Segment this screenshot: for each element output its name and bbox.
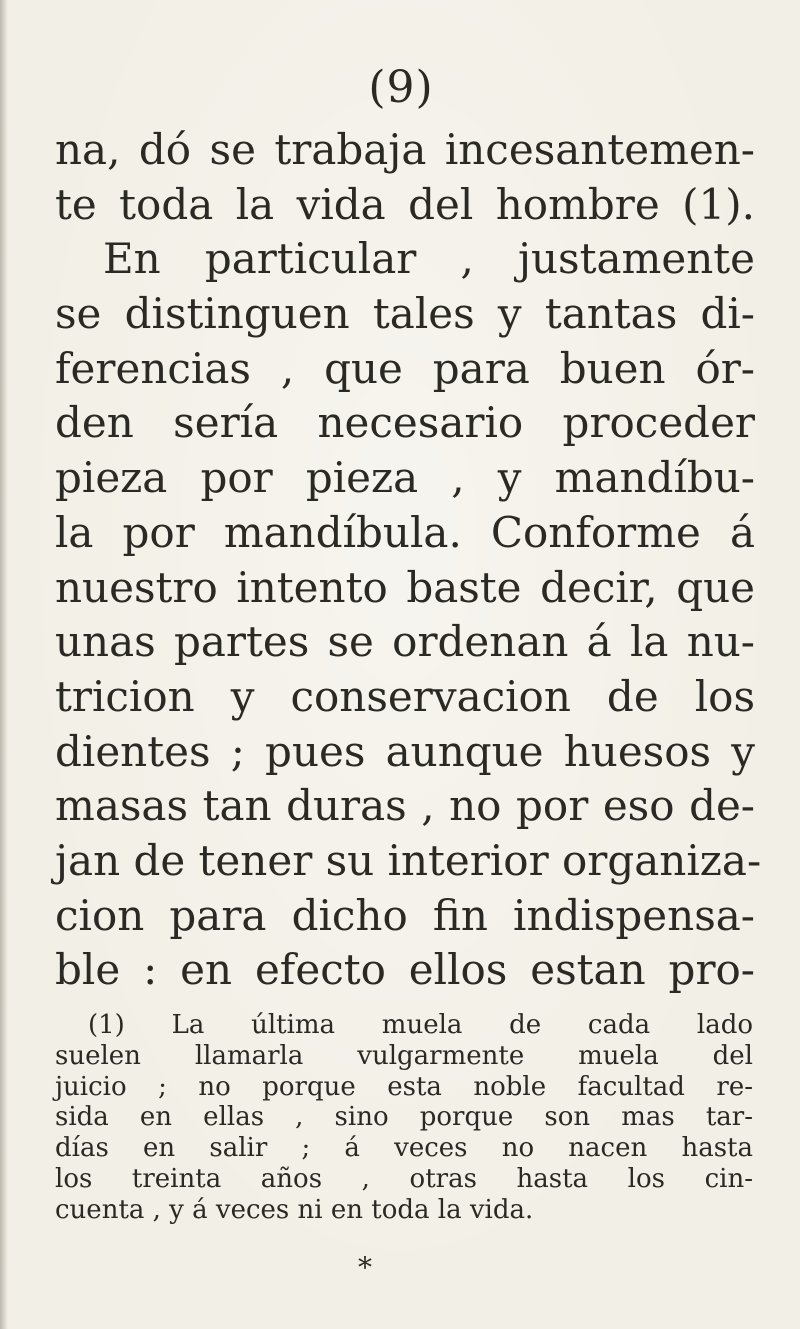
footnote-line: cuenta , y á veces ni en toda la vida. xyxy=(55,1194,534,1225)
text-line: nuestro intento baste decir, que xyxy=(55,562,755,612)
text-line: te toda la vida del hombre (1). xyxy=(55,179,755,229)
body-text xyxy=(55,123,762,998)
text-line: den sería necesario proceder xyxy=(55,398,755,448)
footnote-line: sida en ellas , sino porque son mas tar- xyxy=(55,1102,753,1133)
footnote-line: juicio ; no porque esta noble facultad re- xyxy=(55,1071,753,1102)
page-binding-shadow xyxy=(0,0,8,1329)
text-line: masas tan duras , no por eso de- xyxy=(55,781,755,831)
signature-mark: * xyxy=(358,1251,372,1284)
text-line: cion para dicho fin indispensa- xyxy=(55,890,755,940)
footnote-line: días en salir ; á veces no nacen hasta xyxy=(55,1133,753,1164)
text-line: ble : en efecto ellos estan pro- xyxy=(55,945,755,995)
text-line: unas partes se ordenan á la nu- xyxy=(55,617,755,667)
footnote-line: (1) La última muela de cada lado xyxy=(88,1010,753,1040)
footnote-line: suelen llamarla vulgarmente muela del xyxy=(55,1040,753,1071)
text-line: En particular , justamente xyxy=(103,234,755,284)
footnote-line: los treinta años , otras hasta los cin- xyxy=(55,1163,753,1194)
text-line: na, dó se trabaja incesantemen- xyxy=(55,125,755,174)
footnote xyxy=(55,1010,753,1226)
text-line: pieza por pieza , y mandíbu- xyxy=(55,453,755,503)
text-line: se distinguen tales y tantas di- xyxy=(55,289,755,339)
text-line: dientes ; pues aunque huesos y xyxy=(55,726,755,776)
text-line: jan de tener su interior organiza- xyxy=(55,835,762,885)
text-line: tricion y conservacion de los xyxy=(55,671,755,721)
page-number: (9) xyxy=(368,62,434,113)
text-line: la por mandíbula. Conforme á xyxy=(55,507,755,557)
text-line: ferencias , que para buen ór- xyxy=(55,343,755,393)
